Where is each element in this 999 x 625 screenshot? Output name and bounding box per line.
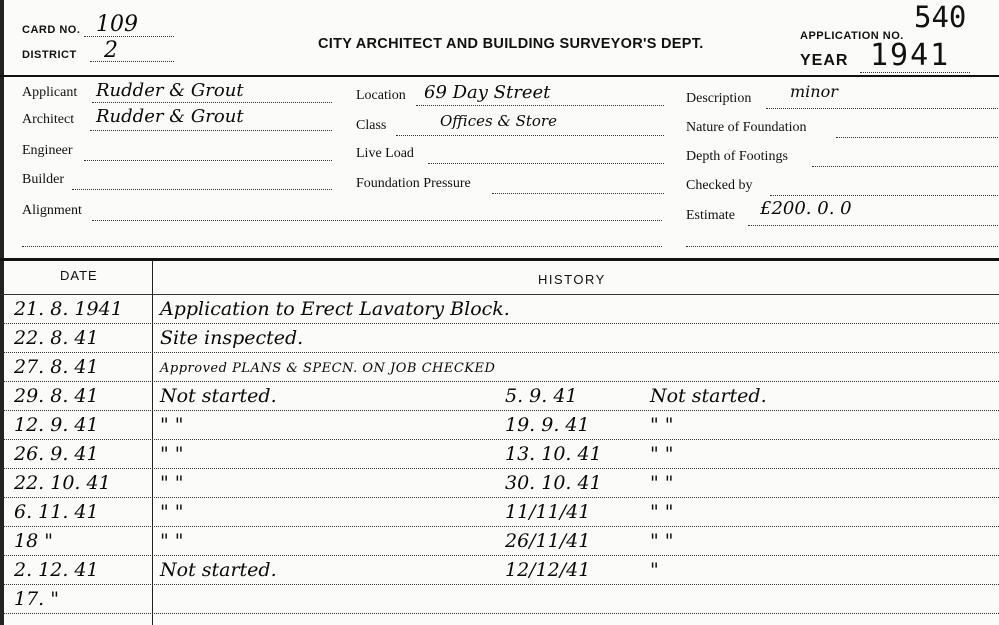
history-entry: " " xyxy=(160,530,184,552)
history-entry: " " xyxy=(160,414,184,436)
history-date: 6. 11. 41 xyxy=(14,501,99,523)
history-follow-up-date: 26/11/41 xyxy=(505,530,591,552)
live-load-label: Live Load xyxy=(356,146,414,161)
history-entry: Approved PLANS & SPECN. ON JOB CHECKED xyxy=(160,361,496,376)
history-row-rule xyxy=(0,439,999,440)
year-value: 1941 xyxy=(870,38,951,73)
history-row xyxy=(0,354,999,383)
architect-line xyxy=(90,130,332,131)
location-value: 69 Day Street xyxy=(424,82,551,103)
history-follow-up-entry: " " xyxy=(650,414,674,436)
history-follow-up-date: 19. 9. 41 xyxy=(505,414,590,436)
engineer-line xyxy=(84,160,332,161)
application-no-label: APPLICATION NO. xyxy=(800,30,904,42)
history-row-rule xyxy=(0,468,999,469)
history-column-header: HISTORY xyxy=(538,272,606,287)
history-date: 2. 12. 41 xyxy=(14,559,99,581)
applicant-label: Applicant xyxy=(22,85,78,100)
alignment-label: Alignment xyxy=(22,203,82,218)
class-line xyxy=(396,135,664,136)
nature-of-foundation-line xyxy=(836,137,998,138)
history-row-rule xyxy=(0,497,999,498)
history-follow-up-entry: " xyxy=(650,559,659,581)
department-title: CITY ARCHITECT AND BUILDING SURVEYOR'S DEPT. xyxy=(318,36,704,52)
history-date: 27. 8. 41 xyxy=(14,356,99,378)
blank-line-2 xyxy=(686,246,998,247)
history-entry: Application to Erect Lavatory Block. xyxy=(160,298,510,320)
history-date: 26. 9. 41 xyxy=(14,443,99,465)
description-line xyxy=(766,108,998,109)
history-row xyxy=(0,470,999,499)
history-row-rule xyxy=(0,584,999,585)
location-line xyxy=(416,105,664,106)
history-row xyxy=(0,325,999,354)
history-row-rule xyxy=(0,555,999,556)
history-row-rule xyxy=(0,410,999,411)
history-date: 18 " xyxy=(14,530,53,552)
nature-of-foundation-label: Nature of Foundation xyxy=(686,120,807,135)
history-date: 12. 9. 41 xyxy=(14,414,99,436)
history-date: 21. 8. 1941 xyxy=(14,298,123,320)
history-date: 29. 8. 41 xyxy=(14,385,99,407)
application-no-value: 540 xyxy=(914,0,967,34)
history-entry: " " xyxy=(160,443,184,465)
card-no-label: CARD NO. xyxy=(22,24,81,36)
year-label: YEAR xyxy=(800,52,849,69)
card-no-underline xyxy=(84,36,174,37)
district-underline xyxy=(90,61,174,62)
history-row-rule xyxy=(0,352,999,353)
checked-by-label: Checked by xyxy=(686,178,753,193)
class-label: Class xyxy=(356,118,387,133)
history-entry: " " xyxy=(160,501,184,523)
history-row xyxy=(0,296,999,325)
history-row-rule xyxy=(0,381,999,382)
history-follow-up-date: 11/11/41 xyxy=(505,501,591,523)
history-date: 17. " xyxy=(14,588,59,610)
history-row xyxy=(0,412,999,441)
description-label: Description xyxy=(686,91,752,106)
foundation-pressure-line xyxy=(492,193,664,194)
description-value: minor xyxy=(790,82,838,101)
history-entry: Not started. xyxy=(160,385,277,407)
district-label: DISTRICT xyxy=(22,49,77,61)
architect-value: Rudder & Grout xyxy=(96,106,244,127)
live-load-line xyxy=(428,163,664,164)
history-follow-up-date: 13. 10. 41 xyxy=(505,443,602,465)
class-value: Offices & Store xyxy=(440,112,557,130)
architect-label: Architect xyxy=(22,112,75,127)
history-row-rule xyxy=(0,526,999,527)
history-follow-up-entry: Not started. xyxy=(650,385,767,407)
history-follow-up-date: 12/12/41 xyxy=(505,559,591,581)
blank-line-1 xyxy=(22,246,662,247)
applicant-line xyxy=(92,102,332,103)
location-label: Location xyxy=(356,88,406,103)
date-column-header: DATE xyxy=(60,268,98,283)
estimate-value: £200. 0. 0 xyxy=(760,198,852,219)
history-follow-up-entry: " " xyxy=(650,472,674,494)
header-rule xyxy=(0,75,999,77)
history-row-rule xyxy=(0,323,999,324)
history-entry: Site inspected. xyxy=(160,327,304,349)
year-underline xyxy=(860,72,970,73)
history-header-rule xyxy=(0,294,999,295)
builder-line xyxy=(72,189,332,190)
history-row xyxy=(0,499,999,528)
history-follow-up-entry: " " xyxy=(650,443,674,465)
history-follow-up-entry: " " xyxy=(650,501,674,523)
history-top-rule xyxy=(0,258,999,261)
estimate-label: Estimate xyxy=(686,208,735,223)
alignment-line xyxy=(92,220,662,221)
history-row xyxy=(0,383,999,412)
history-follow-up-date: 5. 9. 41 xyxy=(505,385,578,407)
history-entry: " " xyxy=(160,472,184,494)
history-date: 22. 8. 41 xyxy=(14,327,99,349)
district-value: 2 xyxy=(104,38,118,63)
history-follow-up-entry: " " xyxy=(650,530,674,552)
history-row xyxy=(0,557,999,586)
depth-of-footings-label: Depth of Footings xyxy=(686,149,788,164)
card-no-value: 109 xyxy=(96,12,138,37)
history-follow-up-date: 30. 10. 41 xyxy=(505,472,602,494)
estimate-line xyxy=(748,225,998,226)
builder-label: Builder xyxy=(22,172,64,187)
history-date: 22. 10. 41 xyxy=(14,472,111,494)
applicant-value: Rudder & Grout xyxy=(96,80,244,101)
history-row xyxy=(0,441,999,470)
checked-by-line xyxy=(770,195,998,196)
foundation-pressure-label: Foundation Pressure xyxy=(356,176,471,191)
depth-of-footings-line xyxy=(812,166,998,167)
engineer-label: Engineer xyxy=(22,143,73,158)
history-row-rule xyxy=(0,613,999,614)
history-row xyxy=(0,586,999,615)
history-entry: Not started. xyxy=(160,559,277,581)
history-row xyxy=(0,528,999,557)
